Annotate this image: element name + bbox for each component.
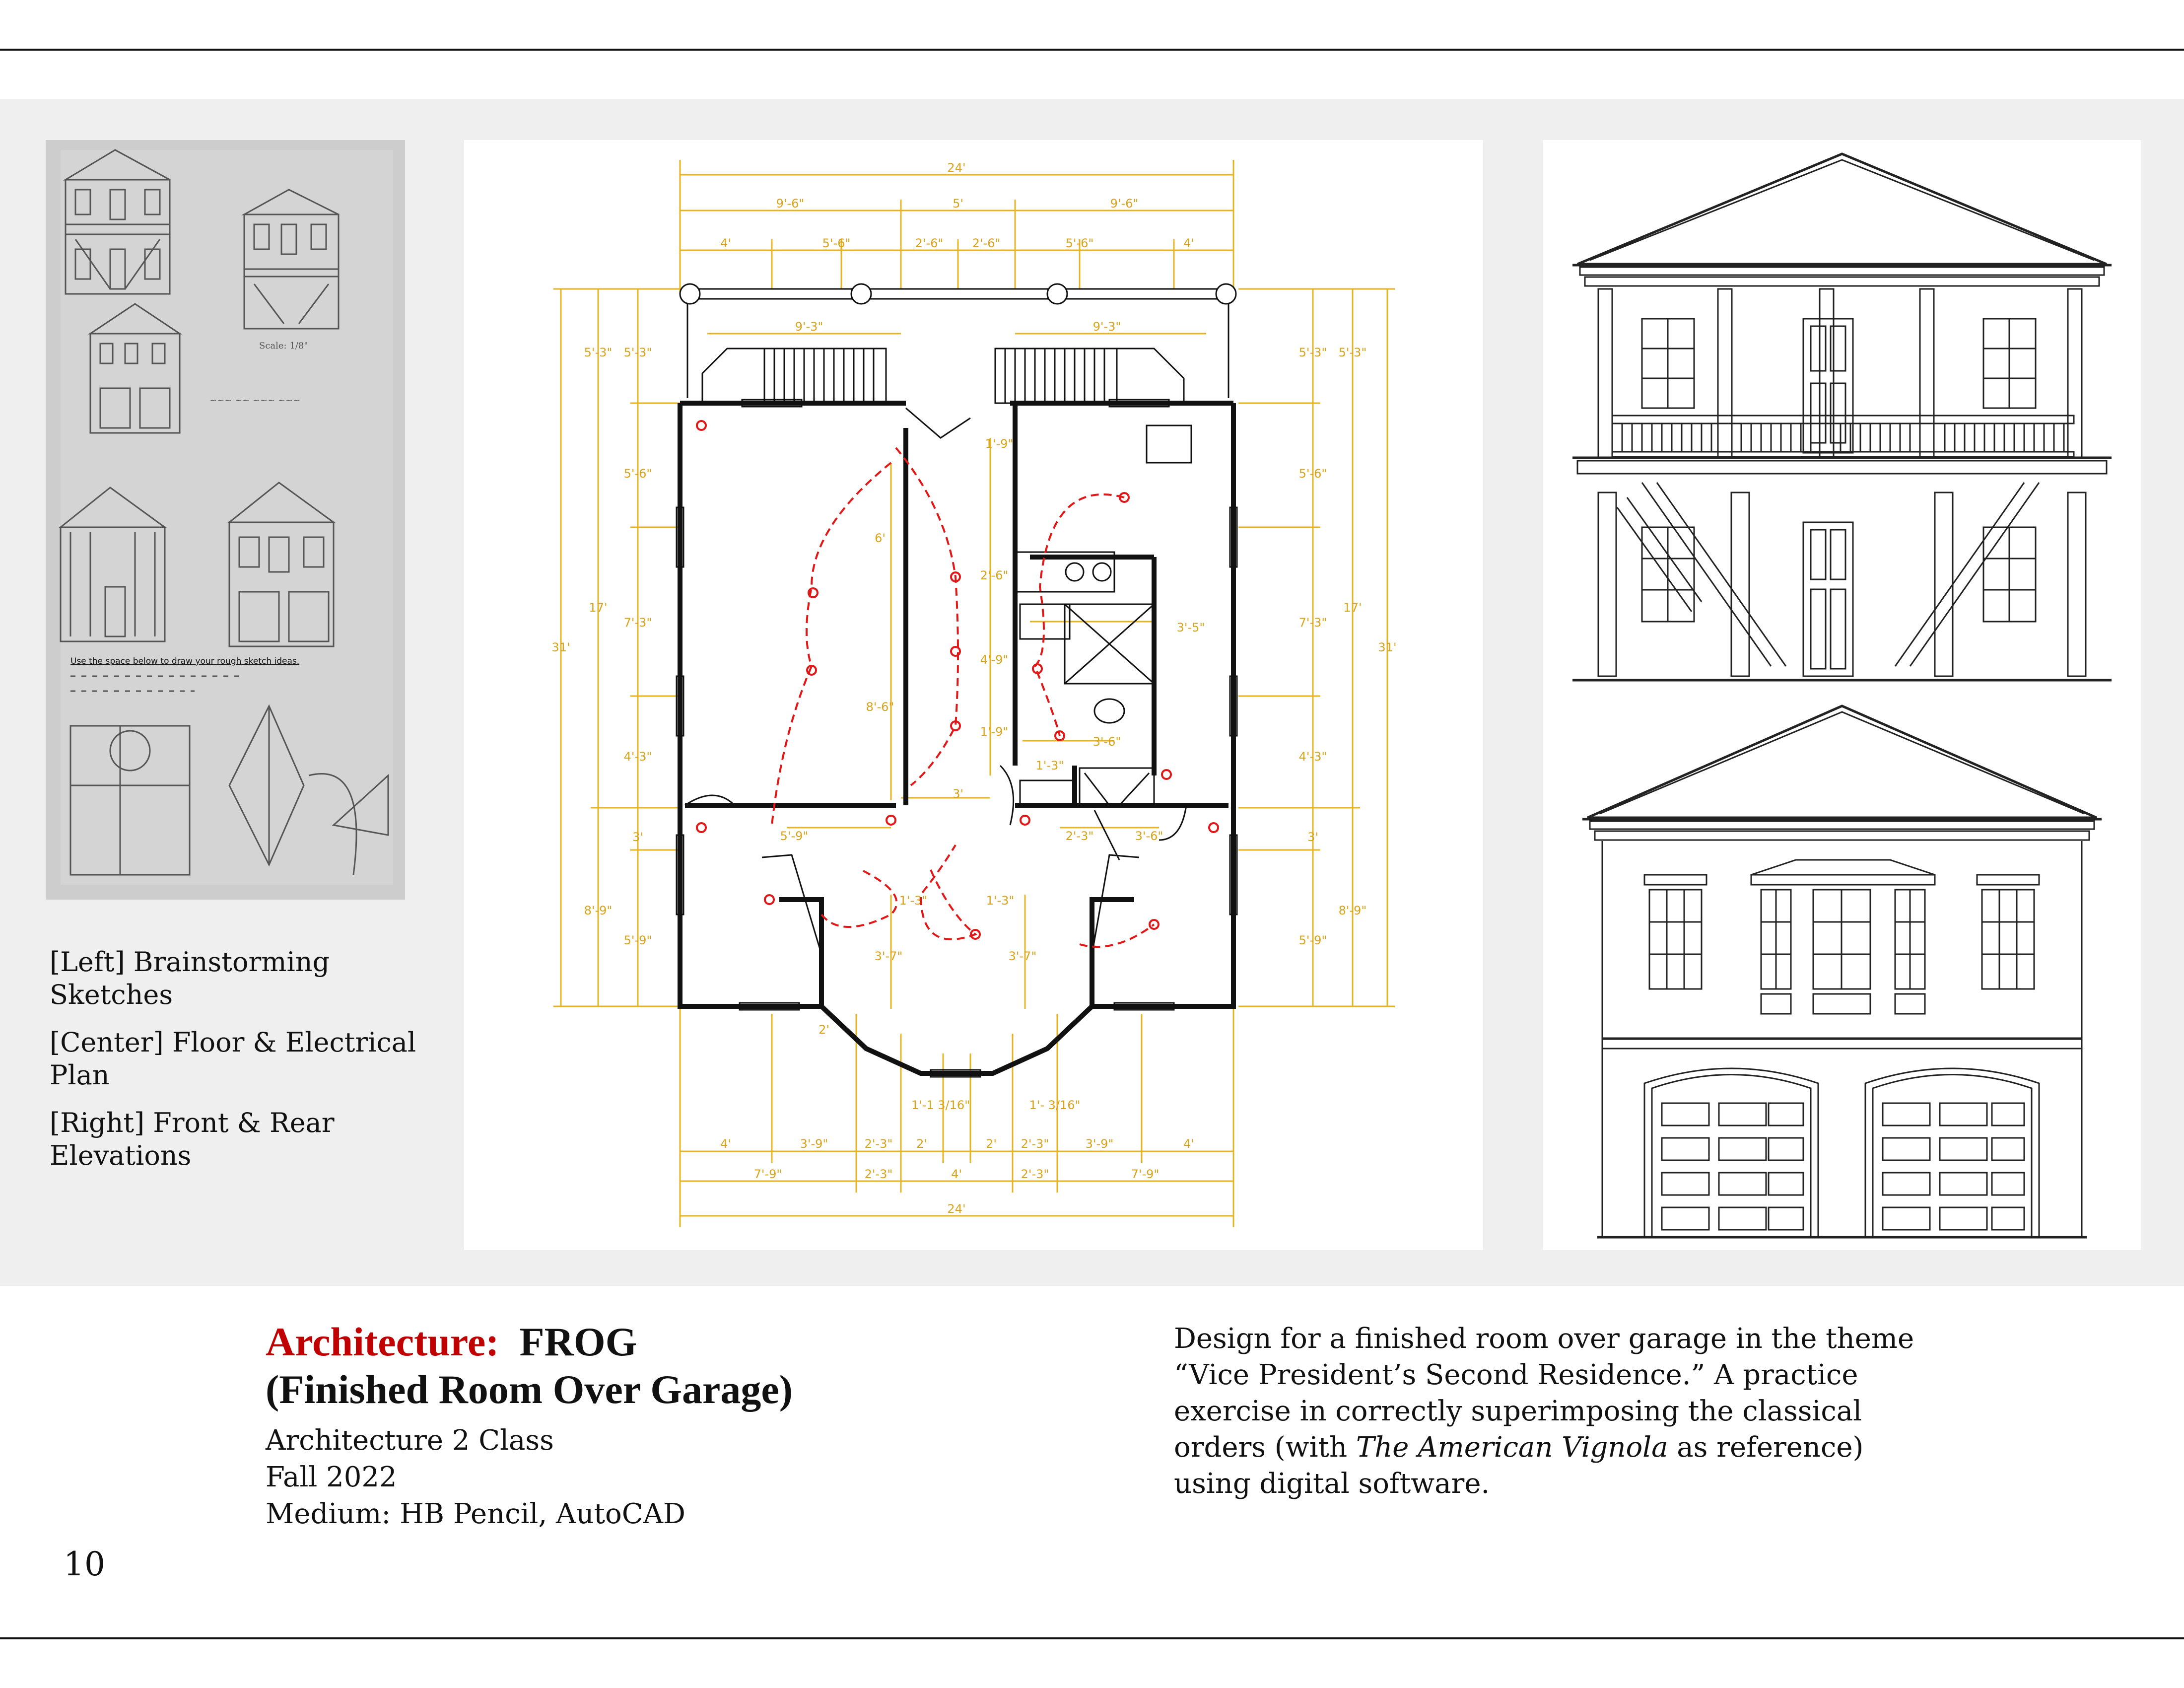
dim-int-7: 1'-9": [980, 725, 1009, 739]
dim-bot2-3: 4': [951, 1167, 962, 1181]
project-subtitle: (Finished Room Over Garage): [266, 1367, 793, 1412]
dim-top-overall: 24': [947, 161, 966, 175]
dim-bot-3: 2'-3": [864, 1137, 893, 1151]
dim-stair-left: 9'-3": [795, 320, 823, 334]
dim-bot-2: 3'-9": [800, 1137, 828, 1151]
description-part1: Design for a finished room over garage in the theme “Vice President’s Second Residence.” A practice exercise in correctly superimposing the classical orders (with: [1174, 1323, 1914, 1464]
dim-right-inner-2: 5'-3": [1298, 346, 1327, 359]
elevations-drawing: [1543, 140, 2141, 1250]
dim-left-inner-4: 7'-3": [623, 616, 652, 630]
dim-bay-right: 1'- 3/16": [1029, 1098, 1081, 1112]
dim-bot-7: 3'-9": [1085, 1137, 1114, 1151]
class-name: Architecture 2 Class: [266, 1424, 554, 1457]
dim-int-15: 1'-3": [986, 894, 1015, 908]
dim-int-12: 2'-3": [1065, 829, 1094, 843]
front-elevation: [1572, 154, 2112, 680]
dim-left-inner-1: 5'-3": [584, 346, 613, 359]
dim-right-mid-2: 8'-9": [1338, 904, 1367, 917]
dim-int-9: 3'-6": [1092, 735, 1121, 749]
svg-text:Scale: 1/8": Scale: 1/8": [259, 341, 308, 351]
dim-right-outer: 31': [1378, 640, 1397, 654]
dim-int-1: 6': [875, 531, 886, 545]
dim-bot-overall: 24': [947, 1202, 966, 1216]
dim-left-inner-7: 5'-9": [623, 933, 652, 947]
page-number: 10: [64, 1545, 105, 1583]
dim-left-outer: 31': [551, 640, 570, 654]
dim-bot2-2: 2'-3": [864, 1167, 893, 1181]
dim-left-inner-5: 4'-3": [623, 750, 652, 764]
dim-right-inner-3: 5'-6": [1298, 467, 1327, 481]
dim-int-2: 8'-6": [866, 700, 894, 714]
dim-bot-1: 4': [720, 1137, 731, 1151]
term: Fall 2022: [266, 1461, 397, 1493]
dim-int-8: 3'-5": [1176, 621, 1205, 634]
dim-left-inner-3: 5'-6": [623, 467, 652, 481]
floor-plan-image: [464, 140, 1483, 1250]
dim-left-inner-2: 5'-3": [623, 346, 652, 359]
dim-int-17: 3'-7": [1008, 949, 1037, 963]
caption-center: [Center] Floor & Electrical Plan: [50, 1027, 416, 1091]
medium: Medium: HB Pencil, AutoCAD: [266, 1498, 685, 1530]
dim-top-r3-4: 2'-6": [972, 236, 1001, 250]
dim-int-14: 1'-3": [899, 894, 928, 908]
dim-top-c: 9'-6": [1110, 197, 1139, 211]
dim-bot-4: 2': [916, 1137, 927, 1151]
dim-int-10: 1'-3": [1035, 759, 1064, 773]
dim-bot2-5: 7'-9": [1131, 1167, 1160, 1181]
dim-bot-6: 2'-3": [1021, 1137, 1049, 1151]
dim-bot-8: 4': [1183, 1137, 1194, 1151]
dim-right-inner-7: 5'-9": [1298, 933, 1327, 947]
dim-int-6: 4'-9": [980, 653, 1009, 667]
caption-left: [Left] Brainstorming Sketches: [50, 946, 330, 1010]
sketch-note: Use the space below to draw your rough sketch ideas.: [70, 656, 300, 666]
dim-int-11: 3': [953, 787, 963, 801]
dim-left-mid-2: 8'-9": [584, 904, 613, 917]
dim-right-inner-1: 5'-3": [1338, 346, 1367, 359]
sketch-drawing: [46, 140, 405, 900]
category-label: Architecture:: [266, 1319, 499, 1364]
dim-right-inner-5: 4'-3": [1298, 750, 1327, 764]
dim-int-16: 3'-7": [874, 949, 903, 963]
dim-right-inner-6: 3': [1307, 830, 1318, 844]
dim-int-5: 2'-6": [980, 568, 1009, 582]
description-book-title: The American Vignola: [1356, 1431, 1668, 1464]
sketch-image: [46, 140, 405, 900]
dim-right-mid-1: 17': [1343, 601, 1362, 615]
dim-int-4: 1'-9": [985, 437, 1014, 451]
top-rule: [0, 49, 2184, 51]
project-meta: [266, 1422, 1209, 1533]
dim-top-a: 9'-6": [776, 197, 805, 211]
dim-stair-right: 9'-3": [1092, 320, 1121, 334]
elevations-image: [1543, 140, 2141, 1250]
bottom-rule: [0, 1637, 2184, 1639]
dim-int-13: 3'-6": [1135, 829, 1163, 843]
svg-text:~~~ ~~ ~~~ ~~~: ~~~ ~~ ~~~ ~~~: [209, 395, 301, 406]
dim-int-3: 5'-9": [780, 829, 809, 843]
description-part2: as reference) using digital software.: [1174, 1431, 1864, 1500]
project-description: [1174, 1321, 1948, 1502]
dim-bay-left: 1'-1 3/16": [911, 1098, 970, 1112]
dim-top-r3-5: 5'-6": [1065, 236, 1094, 250]
image-captions: [50, 946, 427, 1187]
dim-bot2-1: 7'-9": [753, 1167, 782, 1181]
electrical-circuits: [772, 448, 1154, 947]
dim-top-r3-2: 5'-6": [822, 236, 851, 250]
dim-top-r3-6: 4': [1183, 236, 1194, 250]
dim-left-mid-1: 17': [589, 601, 608, 615]
project-name: FROG: [519, 1319, 637, 1364]
dim-top-r3-3: 2'-6": [915, 236, 944, 250]
dim-bot2-4: 2'-3": [1021, 1167, 1049, 1181]
dim-int-18: 2': [819, 1023, 829, 1037]
project-title-block: [266, 1318, 1209, 1533]
dim-left-inner-6: 3': [632, 830, 643, 844]
rear-elevation: [1582, 706, 2102, 1237]
floor-plan-drawing: [464, 140, 1483, 1250]
dim-top-r3-1: 4': [720, 236, 731, 250]
caption-right: [Right] Front & Rear Elevations: [50, 1107, 335, 1171]
dim-bot-5: 2': [986, 1137, 997, 1151]
title-line: [266, 1318, 1209, 1366]
dim-right-inner-4: 7'-3": [1298, 616, 1327, 630]
dim-top-b: 5': [953, 197, 963, 211]
